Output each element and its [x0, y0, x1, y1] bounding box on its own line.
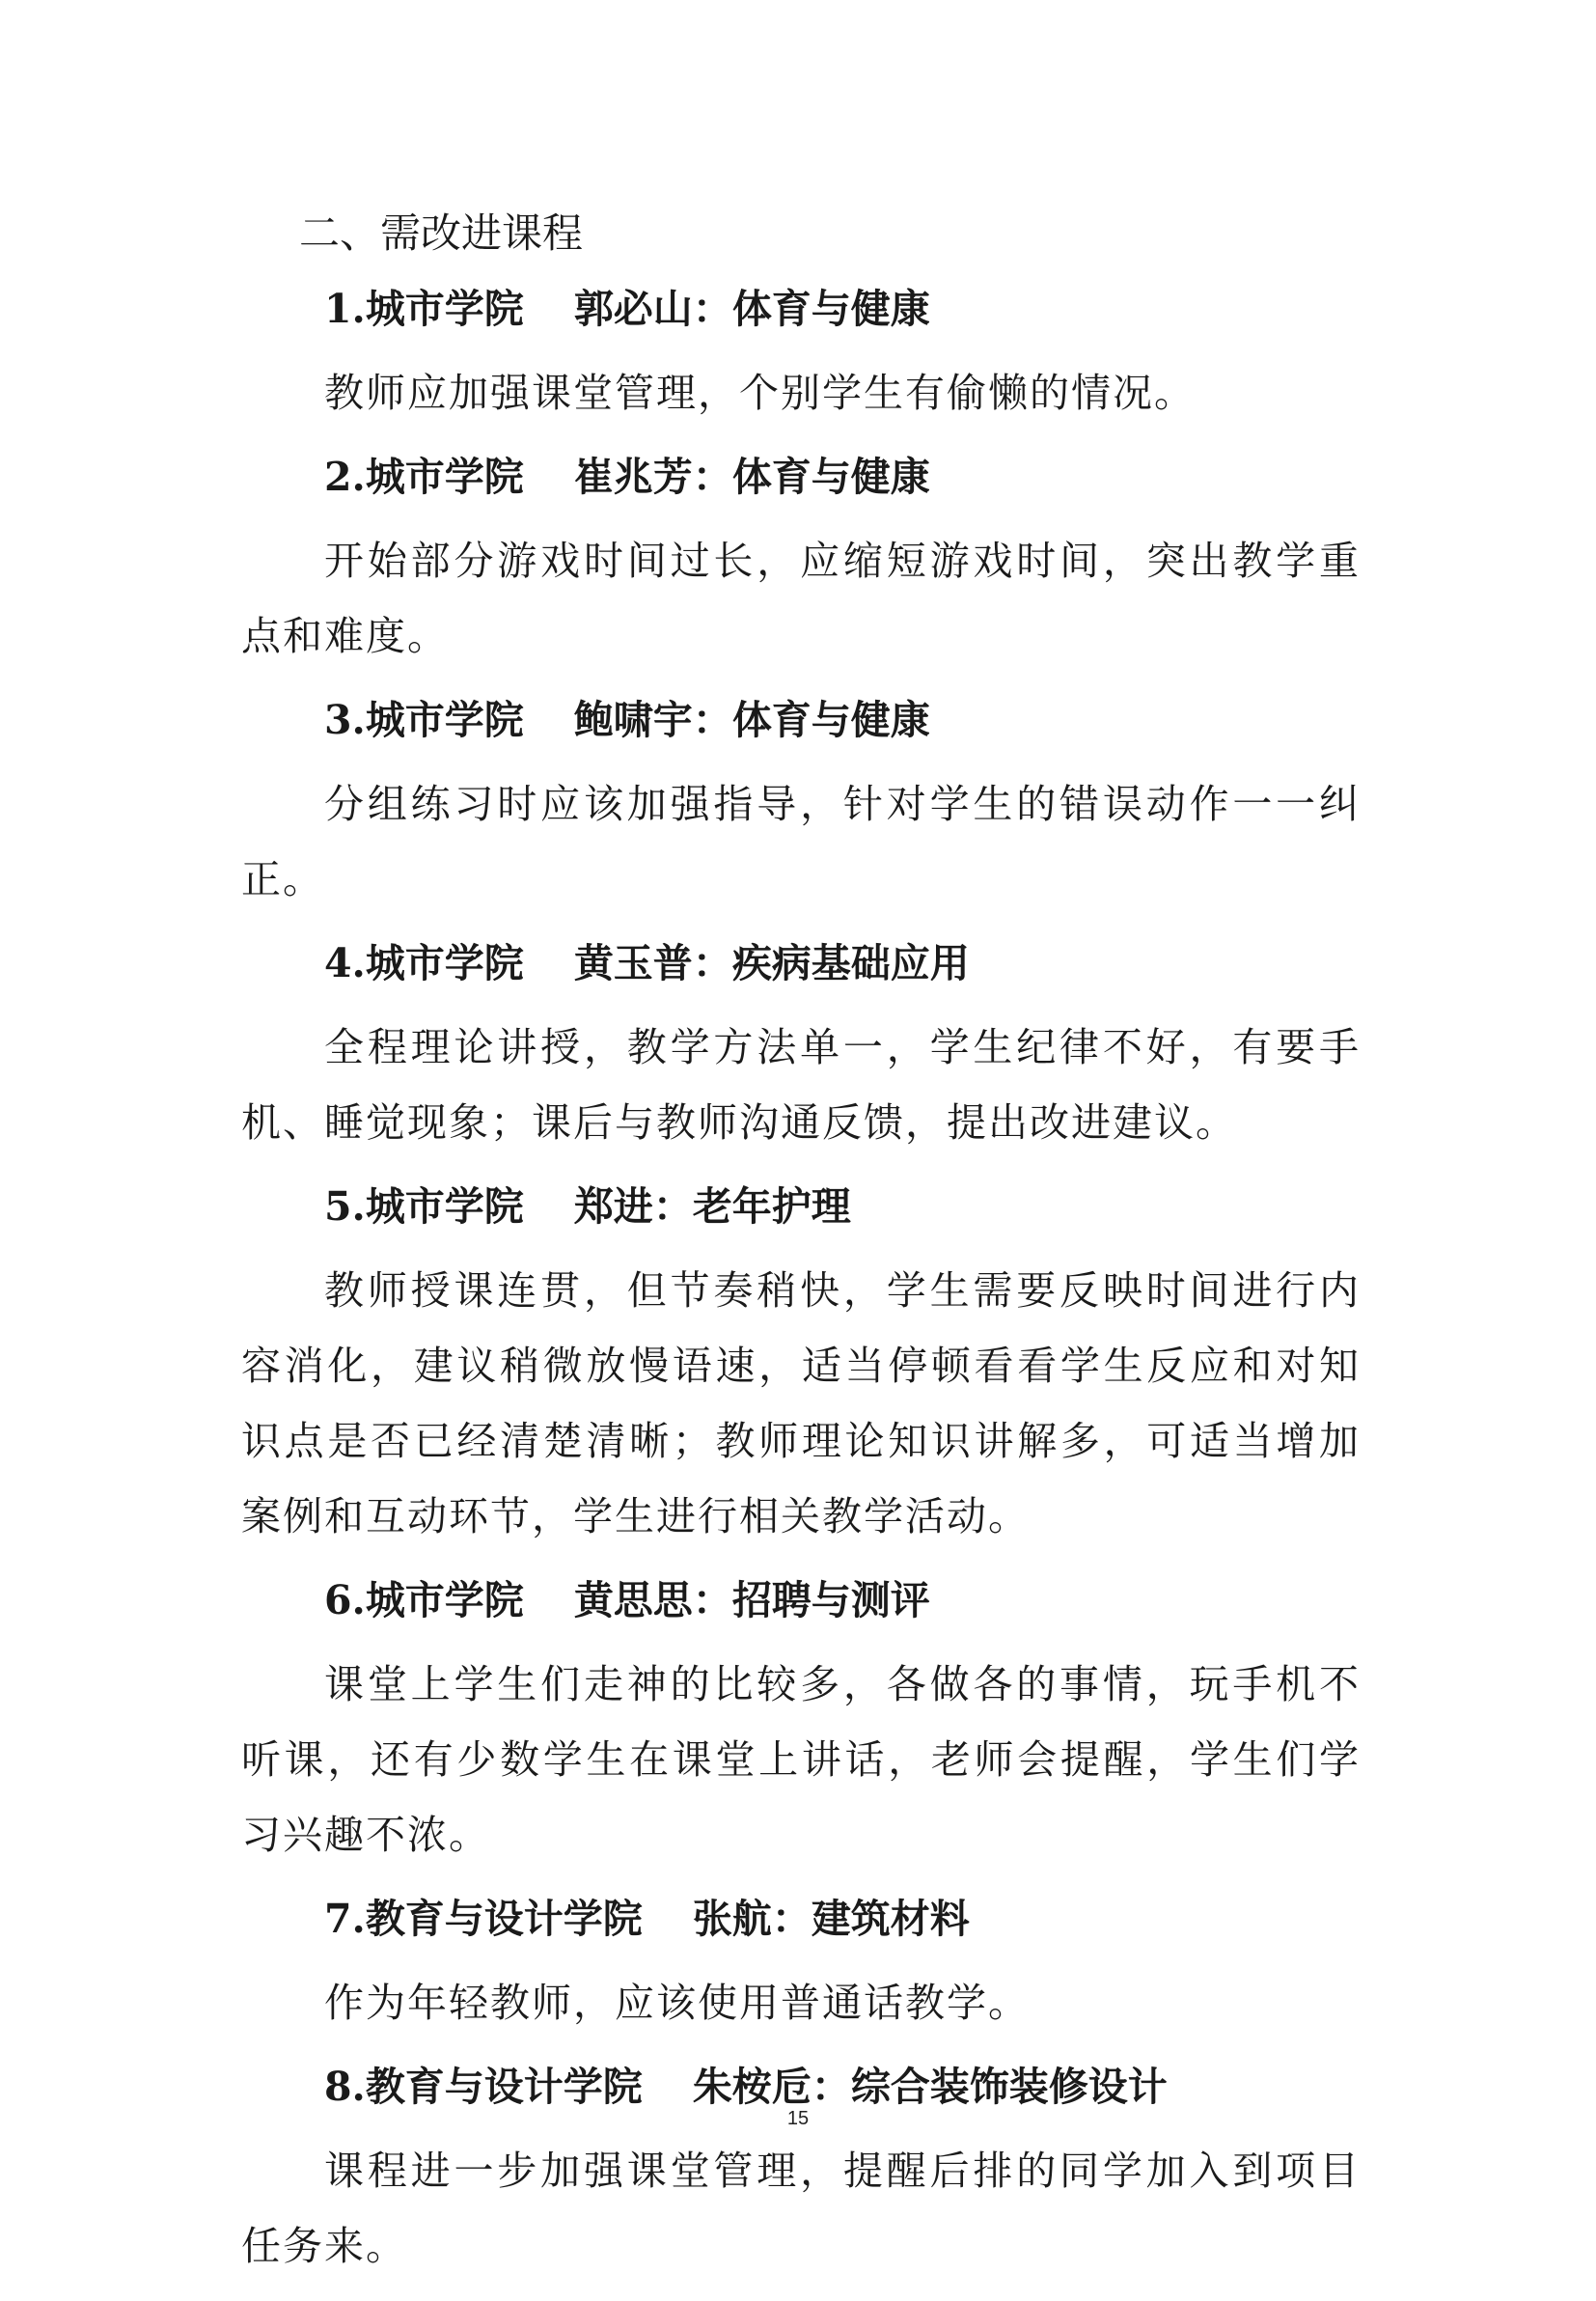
entry-heading: 2.城市学院 崔兆芳：体育与健康 — [324, 454, 930, 500]
course-entry-7 — [241, 1890, 1361, 2040]
entry-comment: 教师应加强课堂管理，个别学生有偷懒的情况。 — [324, 370, 1196, 416]
entry-college: 城市学院 — [365, 1183, 524, 1230]
entry-course: 建筑材料 — [811, 1896, 970, 1942]
entry-college: 教育与设计学院 — [365, 2064, 643, 2110]
entry-teacher: 张航 — [692, 1896, 772, 1942]
entry-teacher: 郭必山 — [573, 286, 693, 332]
entry-teacher: 朱桉卮 — [692, 2064, 812, 2110]
course-entry-4 — [241, 934, 1361, 1160]
entry-course: 招聘与测评 — [731, 1577, 930, 1623]
entry-comment: 教师授课连贯，但节奏稍快，学生需要反映时间进行内容消化，建议稍微放慢语速，适当停顿看看学生反应和对知识点是否已经清楚清晰；教师理论知识讲解多，可适当增加案例和互动环节，学生进行相关教学活动。 — [241, 1267, 1361, 1539]
entry-number: 7. — [324, 1896, 366, 1942]
page-number: 15 — [786, 2108, 810, 2129]
entry-number: 4. — [324, 940, 366, 986]
course-entry-8 — [241, 2058, 1361, 2284]
course-entry-5 — [241, 1178, 1361, 1554]
entry-comment: 全程理论讲授，教学方法单一，学生纪律不好，有要手机、睡觉现象；课后与教师沟通反馈，提出改进建议。 — [241, 1024, 1361, 1146]
entry-college: 城市学院 — [365, 454, 524, 500]
entry-comment: 分组练习时应该加强指导，针对学生的错误动作一一纠正。 — [241, 781, 1361, 902]
entry-number: 6. — [324, 1577, 366, 1623]
entry-teacher: 崔兆芳 — [573, 454, 693, 500]
entry-heading: 7.教育与设计学院 张航：建筑材料 — [324, 1896, 970, 1942]
entry-college: 城市学院 — [365, 286, 524, 332]
entry-number: 5. — [324, 1183, 366, 1230]
entry-heading: 3.城市学院 鲍啸宇：体育与健康 — [324, 697, 930, 743]
entry-teacher: 鲍啸宇 — [573, 697, 693, 743]
entry-number: 2. — [324, 454, 366, 500]
entry-comment: 课程进一步加强课堂管理，提醒后排的同学加入到项目任务来。 — [241, 2148, 1361, 2269]
section-title: 二、需改进课程 — [299, 209, 584, 257]
entry-heading: 5.城市学院 郑进：老年护理 — [324, 1183, 851, 1230]
entry-heading: 4.城市学院 黄玉普：疾病基础应用 — [324, 940, 970, 986]
entry-college: 教育与设计学院 — [365, 1896, 643, 1942]
entry-teacher: 黄玉普 — [573, 940, 693, 986]
entry-heading: 8.教育与设计学院 朱桉卮：综合装饰装修设计 — [324, 2064, 1168, 2110]
entry-heading: 6.城市学院 黄思思：招聘与测评 — [324, 1577, 930, 1623]
entry-number: 3. — [324, 697, 366, 743]
entry-comment: 作为年轻教师，应该使用普通话教学。 — [324, 1980, 1030, 2026]
document-content — [241, 205, 1361, 2301]
entry-college: 城市学院 — [365, 1577, 524, 1623]
entry-course: 体育与健康 — [731, 697, 930, 743]
entry-comment: 开始部分游戏时间过长，应缩短游戏时间，突出教学重点和难度。 — [241, 538, 1361, 659]
course-entry-1 — [241, 280, 1361, 430]
course-entry-2 — [241, 448, 1361, 674]
entry-course: 体育与健康 — [731, 454, 930, 500]
entry-number: 1. — [324, 286, 366, 332]
entry-college: 城市学院 — [365, 697, 524, 743]
entry-course: 老年护理 — [692, 1183, 851, 1230]
course-entry-6 — [241, 1571, 1361, 1872]
entry-course: 综合装饰装修设计 — [850, 2064, 1168, 2110]
entry-teacher: 黄思思 — [573, 1577, 693, 1623]
entry-teacher: 郑进 — [573, 1183, 653, 1230]
entry-comment: 课堂上学生们走神的比较多，各做各的事情，玩手机不听课，还有少数学生在课堂上讲话，老师会提醒，学生们学习兴趣不浓。 — [241, 1661, 1361, 1858]
entry-heading: 1.城市学院 郭必山：体育与健康 — [324, 286, 930, 332]
entry-number: 8. — [324, 2064, 366, 2110]
entry-college: 城市学院 — [365, 940, 524, 986]
entry-course: 疾病基础应用 — [731, 940, 970, 986]
course-entry-3 — [241, 691, 1361, 917]
entry-course: 体育与健康 — [731, 286, 930, 332]
